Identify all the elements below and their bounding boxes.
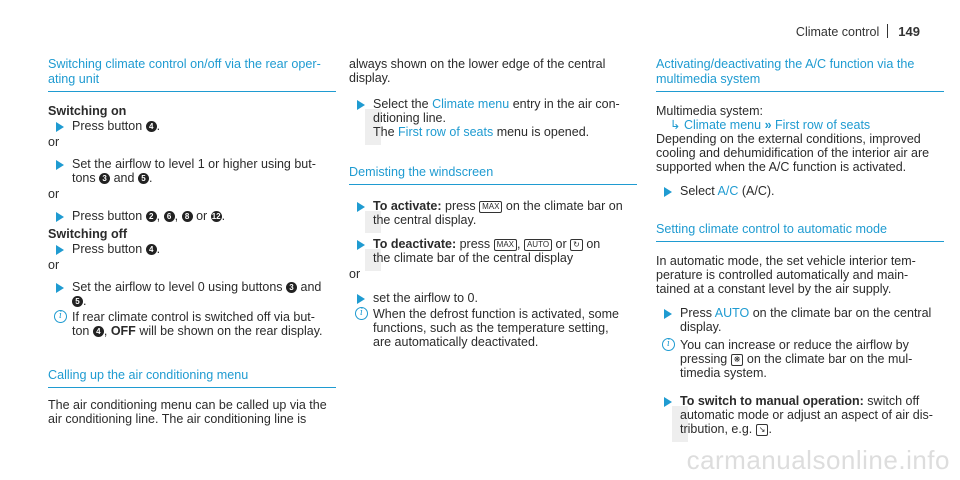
heading-ac-function: Activating/deactivating the A/C function via the multimedia system bbox=[656, 57, 944, 92]
activate-label: To activate: bbox=[373, 199, 442, 213]
step-arrow-icon bbox=[56, 160, 64, 170]
path-chevron-icon: » bbox=[764, 118, 772, 132]
info-icon: i bbox=[662, 338, 675, 351]
heading-rear-operating-unit: Switching climate control on/off via the rear oper-ating unit bbox=[48, 57, 336, 92]
heading-calling-up-menu: Calling up the air conditioning menu bbox=[48, 368, 336, 388]
step-arrow-icon bbox=[357, 100, 365, 110]
para-line: supported when the A/C function is activated. bbox=[656, 160, 907, 174]
calling-paragraph bbox=[48, 398, 336, 426]
step-text: display. bbox=[680, 320, 722, 334]
step-arrow-icon bbox=[56, 283, 64, 293]
note-text: You can increase or reduce the airflow by bbox=[680, 338, 909, 352]
step-select-ac bbox=[656, 184, 944, 198]
callout-4-icon: 4 bbox=[146, 244, 157, 255]
auto-icon: AUTO bbox=[524, 239, 552, 251]
callout-12-icon: 12 bbox=[211, 212, 221, 221]
note-text: pressing bbox=[680, 352, 728, 366]
para-line: always shown on the lower edge of the central bbox=[349, 57, 606, 71]
step-on-2: Set the airflow to level 1 or higher using but- tons 3 and 5 . bbox=[48, 157, 336, 185]
step-on-3: Press button 2 , 6 , 8 or 12. bbox=[48, 209, 336, 223]
para-line: tained at a constant level by the air supply. bbox=[656, 282, 892, 296]
step-text: Select the bbox=[373, 97, 429, 111]
note-rear-off: i If rear climate control is switched off via but- ton 4 , OFF will be shown on the rear display. bbox=[48, 310, 336, 338]
para-line: In automatic mode, the set vehicle interior tem- bbox=[656, 254, 916, 268]
watermark: carmanualsonline.info bbox=[686, 445, 950, 475]
step-select-climate-menu bbox=[349, 97, 637, 139]
note-defrost bbox=[349, 307, 637, 349]
callout-6-icon: 6 bbox=[164, 211, 175, 222]
step-text: tribution, e.g. bbox=[680, 422, 753, 436]
step-text: the climate bar of the central display bbox=[373, 251, 574, 265]
path-first-row: First row of seats bbox=[775, 118, 871, 132]
callout-4-icon: 4 bbox=[93, 326, 104, 337]
off-label: OFF bbox=[110, 324, 136, 338]
callout-3-icon: 3 bbox=[286, 282, 297, 293]
or-text: or bbox=[349, 267, 361, 281]
step-on-1: Press button 4 . bbox=[48, 119, 336, 133]
subheading-switching-off: Switching off bbox=[48, 227, 128, 241]
para-line: Depending on the external conditions, improved bbox=[656, 132, 921, 146]
heading-automatic-mode: Setting climate control to automatic mode bbox=[656, 222, 944, 242]
callout-4-icon: 4 bbox=[146, 121, 157, 132]
step-off-2: Set the airflow to level 0 using buttons 3 and 5 . bbox=[48, 280, 336, 308]
path-climate-menu: Climate menu bbox=[683, 118, 762, 132]
info-icon: i bbox=[54, 310, 67, 323]
menu-path bbox=[656, 118, 944, 132]
step-text: switch off bbox=[867, 394, 920, 408]
ac-link: A/C bbox=[717, 184, 739, 198]
step-deactivate: To deactivate: press MAX , AUTO or ↻ on the climate bar of the central display bbox=[349, 237, 637, 265]
page-header bbox=[796, 24, 920, 39]
info-icon: i bbox=[355, 307, 368, 320]
step-text: entry in the air con- bbox=[512, 97, 620, 111]
step-text: set the airflow to 0. bbox=[373, 291, 478, 305]
auto-description bbox=[656, 254, 944, 296]
subheading-switching-on: Switching on bbox=[48, 104, 127, 118]
note-text: functions, such as the temperature setting, bbox=[373, 321, 609, 335]
column-2 bbox=[349, 57, 637, 349]
step-arrow-icon bbox=[357, 202, 365, 212]
header-divider bbox=[887, 24, 888, 38]
step-set-airflow-zero bbox=[349, 291, 637, 305]
note-text: If rear climate control is switched off via but- bbox=[72, 310, 315, 324]
heading-demisting: Demisting the windscreen bbox=[349, 165, 637, 185]
recirculation-icon: ↻ bbox=[570, 239, 583, 251]
manual-label: To switch to manual operation: bbox=[680, 394, 864, 408]
note-text: on the climate bar on the mul- bbox=[746, 352, 913, 366]
step-arrow-icon bbox=[357, 294, 365, 304]
para-line: The air conditioning menu can be called up via the bbox=[48, 398, 327, 412]
callout-2-icon: 2 bbox=[146, 211, 157, 222]
step-text: automatic mode or adjust an aspect of air dis- bbox=[680, 408, 933, 422]
auto-link: AUTO bbox=[714, 306, 750, 320]
para-line: cooling and dehumidification of the interior air are bbox=[656, 146, 930, 160]
callout-5-icon: 5 bbox=[138, 173, 149, 184]
note-text: are automatically deactivated. bbox=[373, 335, 539, 349]
page-number: 149 bbox=[898, 24, 920, 39]
or-text: or bbox=[48, 187, 60, 201]
step-off-1: Press button 4 . bbox=[48, 242, 336, 256]
step-text: Press button bbox=[72, 242, 143, 256]
section-title: Climate control bbox=[795, 25, 880, 39]
first-row-link: First row of seats bbox=[398, 125, 494, 139]
note-text: will be shown on the rear display. bbox=[139, 324, 323, 338]
or-text: or bbox=[555, 237, 567, 251]
callout-3-icon: 3 bbox=[99, 173, 110, 184]
step-press-auto bbox=[656, 306, 944, 334]
step-text: press bbox=[445, 199, 476, 213]
defrost-max-icon: MAX bbox=[479, 201, 502, 213]
step-text: Set the airflow to level 1 or higher using but- bbox=[72, 157, 316, 171]
callout-5-icon: 5 bbox=[72, 296, 83, 307]
column-1 bbox=[48, 57, 336, 426]
step-manual-operation: To switch to manual operation: switch off automatic mode or adjust an aspect of air dis- tribution, e.g. ↘ . bbox=[656, 394, 944, 436]
step-text: The bbox=[373, 125, 395, 139]
air-distribution-icon: ↘ bbox=[756, 424, 769, 436]
step-text: (A/C). bbox=[741, 184, 775, 198]
step-text: tons bbox=[72, 171, 96, 185]
or-text: or bbox=[48, 258, 60, 272]
step-text: on the climate bar on the central bbox=[752, 306, 932, 320]
para-line: perature is controlled automatically and main- bbox=[656, 268, 909, 282]
path-arrow-icon: ↳ bbox=[670, 118, 681, 132]
para-line: air conditioning line. The air conditioning line is bbox=[48, 412, 307, 426]
step-text: menu is opened. bbox=[496, 125, 590, 139]
callout-8-icon: 8 bbox=[182, 211, 193, 222]
step-text: the central display. bbox=[373, 213, 477, 227]
step-text: ditioning line. bbox=[373, 111, 446, 125]
step-arrow-icon bbox=[56, 245, 64, 255]
deactivate-label: To deactivate: bbox=[373, 237, 457, 251]
step-arrow-icon bbox=[357, 240, 365, 250]
defrost-max-icon: MAX bbox=[494, 239, 517, 251]
step-text: Press button bbox=[72, 119, 143, 133]
column-3 bbox=[656, 57, 944, 436]
para-line: display. bbox=[349, 71, 391, 85]
and-text: and bbox=[300, 280, 322, 294]
note-text: When the defrost function is activated, some bbox=[373, 307, 619, 321]
step-text: Set the airflow to level 0 using buttons bbox=[72, 280, 283, 294]
step-text: Press bbox=[680, 306, 712, 320]
step-text: Press button bbox=[72, 209, 143, 223]
step-arrow-icon bbox=[664, 187, 672, 197]
step-arrow-icon bbox=[664, 397, 672, 407]
calling-continued bbox=[349, 57, 637, 85]
or-text: or bbox=[196, 209, 208, 223]
and-text: and bbox=[113, 171, 135, 185]
step-arrow-icon bbox=[664, 309, 672, 319]
step-activate bbox=[349, 199, 637, 227]
fan-icon: ❋ bbox=[731, 354, 744, 366]
note-text: ton bbox=[72, 324, 90, 338]
step-text: on the climate bar on bbox=[505, 199, 623, 213]
step-arrow-icon bbox=[56, 212, 64, 222]
note-airflow bbox=[656, 338, 944, 380]
ac-description bbox=[656, 132, 944, 174]
multimedia-label: Multimedia system: bbox=[656, 104, 763, 118]
climate-menu-link: Climate menu bbox=[432, 97, 510, 111]
note-text: timedia system. bbox=[680, 366, 767, 380]
or-text: or bbox=[48, 135, 60, 149]
step-arrow-icon bbox=[56, 122, 64, 132]
step-text: Select bbox=[680, 184, 715, 198]
step-text: on bbox=[586, 237, 601, 251]
step-text: press bbox=[459, 237, 491, 251]
